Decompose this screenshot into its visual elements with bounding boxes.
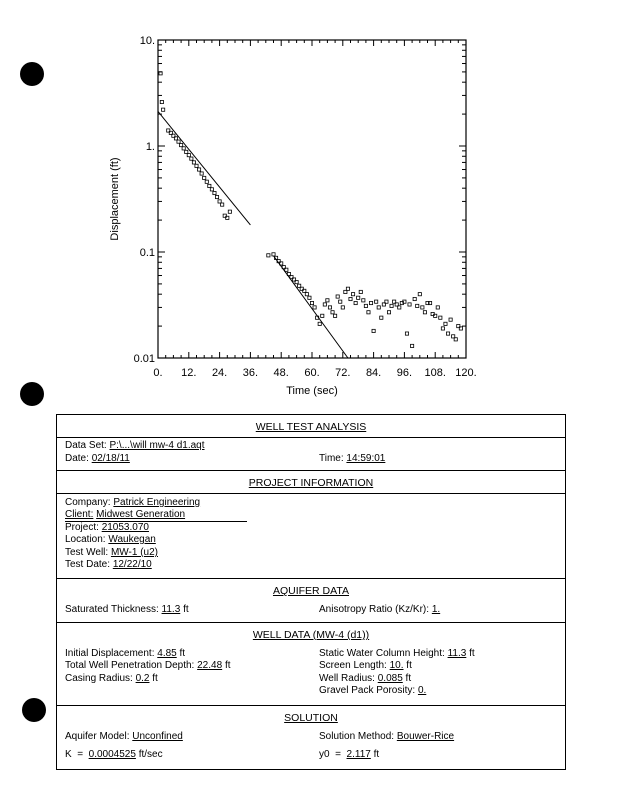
data-point: [267, 254, 270, 257]
solution-header: SOLUTION: [284, 712, 338, 724]
project-row: [65, 522, 149, 534]
data-point: [413, 297, 416, 300]
data-point: [210, 188, 213, 191]
data-point: [328, 306, 331, 309]
data-point: [228, 210, 231, 213]
divider: [57, 470, 565, 471]
penetration-value: 22.48: [197, 660, 223, 671]
data-point: [421, 306, 424, 309]
data-point: [308, 296, 311, 299]
data-point: [375, 300, 378, 303]
date-value: 02/18/11: [91, 453, 130, 464]
date-row: [65, 453, 130, 465]
penetration-row: [65, 660, 231, 672]
client-label: Client:: [65, 509, 94, 520]
data-point: [418, 293, 421, 296]
binder-hole-bottom: [22, 698, 46, 722]
test-date-row: [65, 559, 152, 571]
x-tick-label: 48.: [273, 367, 289, 379]
casing-radius-value: 0.2: [135, 673, 150, 684]
data-point: [318, 322, 321, 325]
y0-label: y0: [319, 749, 330, 760]
static-column-label: Static Water Column Height:: [319, 648, 445, 659]
data-point: [185, 150, 188, 153]
x-tick-label: 84.: [365, 367, 382, 379]
anisotropy-row: [319, 604, 440, 616]
data-point: [444, 322, 447, 325]
y-tick-label: 0.1: [139, 247, 155, 259]
company-label: Company:: [65, 497, 111, 508]
gravel-pack-row: [319, 685, 426, 697]
x-tick-label: 120.: [455, 367, 477, 379]
y-axis-label: Displacement (ft): [109, 157, 121, 241]
divider: [57, 437, 565, 438]
data-point: [354, 301, 357, 304]
test-well-label: Test Well:: [65, 547, 109, 558]
data-point: [367, 311, 370, 314]
time-row: [319, 453, 385, 465]
y0-row: y0 = 2.117 ft: [319, 749, 380, 760]
data-point: [387, 311, 390, 314]
data-point: [390, 304, 393, 307]
location-row: [65, 534, 156, 546]
project-header: PROJECT INFORMATION: [248, 477, 374, 489]
y0-value: 2.117: [346, 749, 371, 760]
x-tick-label: 96.: [396, 367, 413, 379]
data-point: [405, 332, 408, 335]
project-value: 21053.070: [101, 522, 149, 533]
data-point: [411, 344, 414, 347]
gravel-pack-value: 0.: [417, 685, 427, 696]
saturated-thickness-unit: ft: [183, 604, 189, 615]
data-set-label: Data Set:: [65, 440, 107, 451]
data-point: [195, 164, 198, 167]
y-tick-label: 10.: [139, 35, 155, 47]
initial-displacement-row: [65, 648, 185, 660]
k-unit: ft/sec: [138, 749, 163, 760]
data-point: [351, 293, 354, 296]
data-point: [369, 301, 372, 304]
initial-displacement-unit: ft: [179, 648, 186, 659]
data-point: [162, 108, 165, 111]
data-point: [339, 300, 342, 303]
company-row: [65, 497, 200, 509]
date-label: Date:: [65, 453, 89, 464]
report-title: WELL TEST ANALYSIS: [255, 421, 367, 433]
data-set-value: P:\...\will mw-4 d1.aqt: [109, 440, 205, 451]
data-point: [336, 295, 339, 298]
data-point: [331, 311, 334, 314]
x-tick-label: 60.: [304, 367, 320, 379]
casing-radius-row: [65, 673, 158, 685]
test-date-label: Test Date:: [65, 559, 111, 570]
data-point: [313, 306, 316, 309]
solution-method-row: [319, 731, 454, 743]
data-point: [446, 332, 449, 335]
data-point: [180, 143, 183, 146]
data-point: [321, 314, 324, 317]
static-column-unit: ft: [469, 648, 475, 659]
data-point: [200, 172, 203, 175]
y0-unit: ft: [373, 749, 380, 760]
data-point: [272, 253, 275, 256]
test-well-row: [65, 547, 158, 559]
well-radius-label: Well Radius:: [319, 673, 375, 684]
data-point: [357, 296, 360, 299]
penetration-unit: ft: [224, 660, 231, 671]
data-point: [449, 318, 452, 321]
data-point: [416, 304, 419, 307]
aquifer-model-label: Aquifer Model:: [65, 731, 130, 742]
company-value: Patrick Engineering: [113, 497, 201, 508]
aquifer-model-row: [65, 731, 183, 743]
x-tick-label: 108.: [424, 367, 446, 379]
x-tick-label: 0.: [153, 367, 163, 379]
y-tick-label: 0.01: [133, 353, 155, 365]
data-point: [190, 157, 193, 160]
data-point: [305, 293, 308, 296]
x-tick-label: 12.: [181, 367, 197, 379]
y-tick-label: 1.: [145, 141, 155, 153]
location-label: Location:: [65, 534, 106, 545]
data-point: [203, 176, 206, 179]
data-point: [218, 200, 221, 203]
data-point: [323, 303, 326, 306]
divider: [57, 705, 565, 706]
data-point: [377, 306, 380, 309]
solution-method-label: Solution Method:: [319, 731, 395, 742]
data-point: [197, 168, 200, 171]
data-point: [408, 303, 411, 306]
data-point: [380, 316, 383, 319]
data-point: [439, 316, 442, 319]
well-radius-unit: ft: [405, 673, 412, 684]
initial-displacement-label: Initial Displacement:: [65, 648, 155, 659]
time-label: Time:: [319, 453, 344, 464]
location-value: Waukegan: [108, 534, 156, 545]
data-set-row: [65, 440, 205, 452]
anisotropy-label: Anisotropy Ratio (Kz/Kr):: [319, 604, 430, 615]
well-data-header: WELL DATA (MW-4 (d1)): [252, 629, 370, 641]
casing-radius-unit: ft: [152, 673, 158, 684]
screen-length-label: Screen Length:: [319, 660, 387, 671]
plot-frame: [158, 40, 466, 358]
casing-radius-label: Casing Radius:: [65, 673, 133, 684]
x-tick-label: 24.: [211, 367, 228, 379]
x-tick-label: 36.: [242, 367, 259, 379]
client-value: Midwest Generation: [96, 509, 186, 520]
data-point: [372, 329, 375, 332]
data-point: [215, 195, 218, 198]
static-column-row: [319, 648, 475, 660]
aquifer-header: AQUIFER DATA: [272, 585, 350, 597]
data-point: [326, 299, 329, 302]
data-point: [341, 306, 344, 309]
well-radius-row: [319, 673, 411, 685]
x-tick-label: 72.: [335, 367, 351, 379]
saturated-thickness-row: [65, 604, 189, 616]
test-date-value: 12/22/10: [112, 559, 152, 570]
k-label: K: [65, 749, 72, 760]
static-column-value: 11.3: [447, 648, 467, 659]
divider: [57, 622, 565, 623]
data-point: [334, 314, 337, 317]
initial-displacement-value: 4.85: [157, 648, 177, 659]
divider: [57, 493, 565, 494]
data-point: [177, 140, 180, 143]
well-test-report: [56, 414, 566, 770]
data-point: [359, 290, 362, 293]
data-point: [192, 161, 195, 164]
client-row: [65, 509, 247, 522]
data-point: [213, 191, 216, 194]
data-point: [187, 154, 190, 157]
time-value: 14:59:01: [346, 453, 386, 464]
data-point: [344, 290, 347, 293]
data-point: [205, 180, 208, 183]
fit-line: [158, 111, 250, 224]
saturated-thickness-value: 11.3: [161, 604, 181, 615]
data-point: [441, 327, 444, 330]
gravel-pack-label: Gravel Pack Porosity:: [319, 685, 416, 696]
data-point: [362, 299, 365, 302]
divider: [57, 578, 565, 579]
k-value: 0.0004525: [88, 749, 136, 760]
solution-method-value: Bouwer-Rice: [396, 731, 455, 742]
screen-length-row: [319, 660, 412, 672]
penetration-label: Total Well Penetration Depth:: [65, 660, 195, 671]
well-radius-value: 0.085: [377, 673, 403, 684]
data-point: [349, 297, 352, 300]
x-axis-label: Time (sec): [286, 385, 338, 397]
saturated-thickness-label: Saturated Thickness:: [65, 604, 159, 615]
data-point: [208, 184, 211, 187]
project-label: Project:: [65, 522, 99, 533]
data-point: [423, 311, 426, 314]
screen-length-unit: ft: [406, 660, 412, 671]
data-point: [436, 306, 439, 309]
data-point: [221, 203, 224, 206]
data-point: [160, 100, 163, 103]
aquifer-model-value: Unconfined: [132, 731, 183, 742]
data-point: [182, 147, 185, 150]
data-point: [364, 304, 367, 307]
anisotropy-value: 1.: [431, 604, 441, 615]
data-point: [310, 301, 313, 304]
test-well-value: MW-1 (u2): [110, 547, 158, 558]
k-row: K = 0.0004525 ft/sec: [65, 749, 163, 760]
screen-length-value: 10.: [389, 660, 404, 671]
data-point: [346, 287, 349, 290]
